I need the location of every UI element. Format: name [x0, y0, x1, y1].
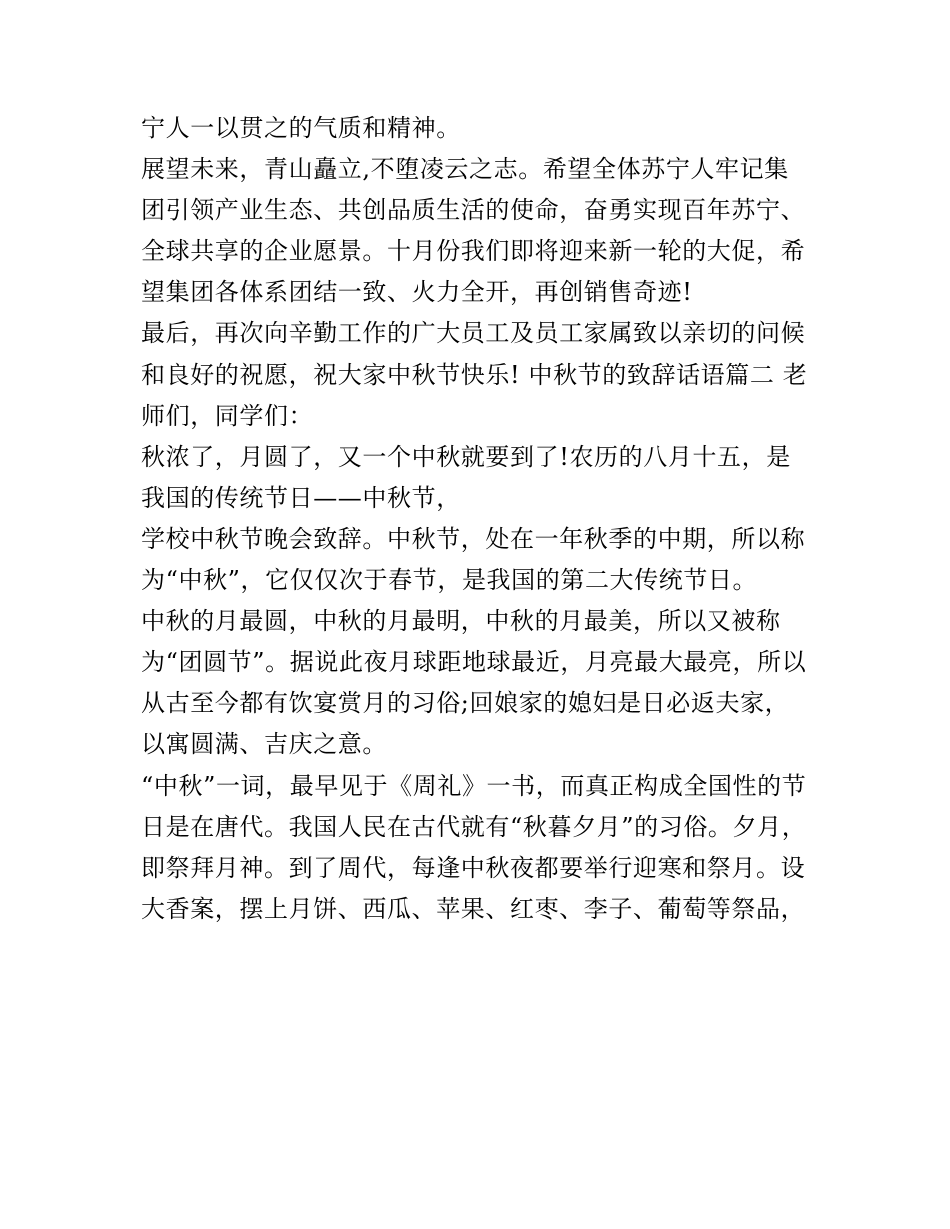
text-line: 即祭拜月神。到了周代，每逢中秋夜都要举行迎寒和祭月。设	[141, 853, 806, 882]
text-line: 全球共享的企业愿景。十月份我们即将迎来新一轮的大促，希	[141, 237, 806, 266]
text-line: 日是在唐代。我国人民在古代就有“秋暮夕月”的习俗。夕月，	[141, 812, 807, 841]
text-line: 展望未来，青山矗立,不堕凌云之志。希望全体苏宁人牢记集	[141, 155, 789, 184]
text-line: “中秋”一词，最早见于《周礼》一书，而真正构成全国性的节	[141, 771, 807, 800]
text-line: 师们，同学们：	[141, 401, 314, 430]
text-line: 以寓圆满、吉庆之意。	[141, 730, 387, 759]
text-line: 中秋的月最圆，中秋的月最明，中秋的月最美，所以又被称	[141, 607, 781, 636]
text-line: 和良好的祝愿，祝大家中秋节快乐! 中秋节的致辞话语篇二 老	[141, 360, 808, 389]
text-line: 为“中秋”，它仅仅次于春节，是我国的第二大传统节日。	[141, 566, 758, 595]
text-line: 最后，再次向辛勤工作的广大员工及员工家属致以亲切的问候	[141, 319, 806, 348]
text-line: 秋浓了，月圆了，又一个中秋就要到了!农历的八月十五，是	[141, 442, 791, 471]
text-line: 我国的传统节日——中秋节，	[141, 483, 461, 512]
text-line: 为“团圆节”。据说此夜月球距地球最近，月亮最大最亮，所以	[141, 648, 807, 677]
text-line: 望集团各体系团结一致、火力全开，再创销售奇迹!	[141, 278, 693, 307]
text-line: 大香案，摆上月饼、西瓜、苹果、红枣、李子、葡萄等祭品，	[141, 894, 806, 923]
text-line: 团引领产业生态、共创品质生活的使命，奋勇实现百年苏宁、	[141, 196, 806, 225]
text-line: 从古至今都有饮宴赏月的习俗;回娘家的媳妇是日必返夫家，	[141, 689, 790, 718]
document-body	[141, 108, 821, 930]
text-line: 宁人一以贯之的气质和精神。	[141, 114, 461, 142]
text-line: 学校中秋节晚会致辞。中秋节，处在一年秋季的中期，所以称	[141, 524, 806, 553]
